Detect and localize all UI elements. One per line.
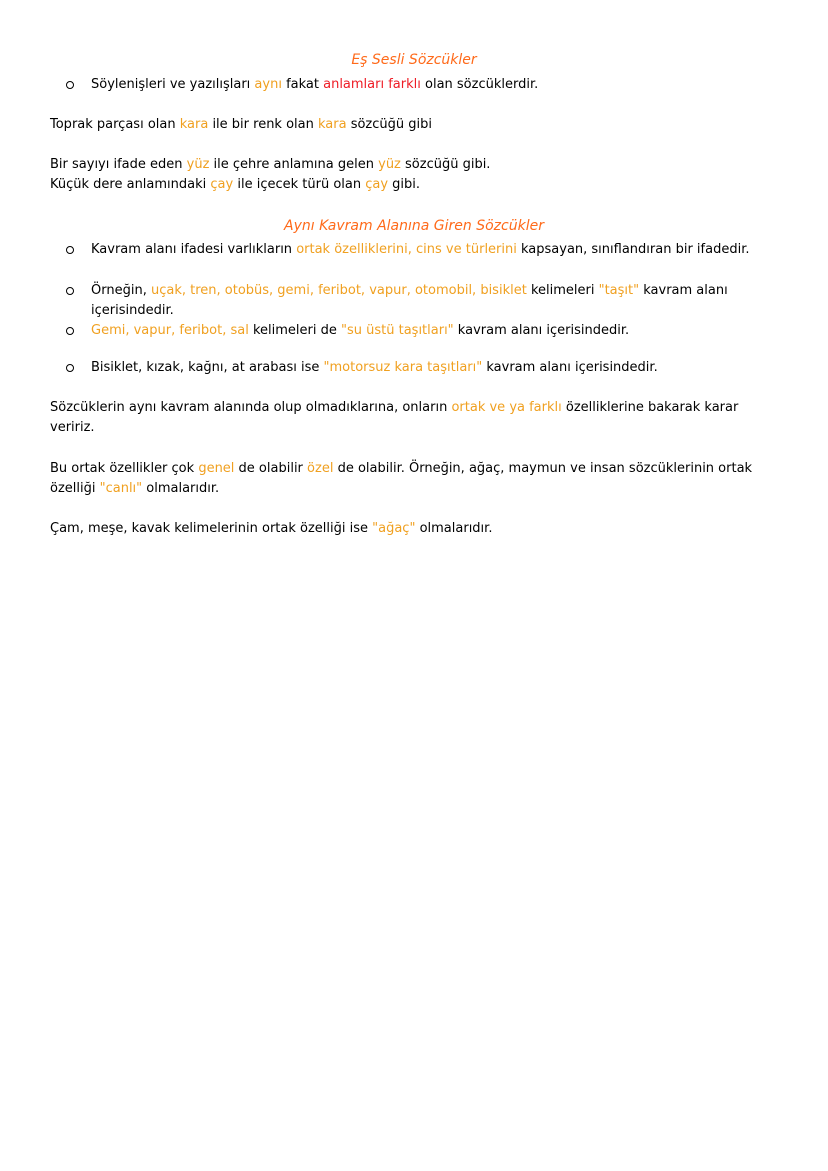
text-segment: ile içecek türü olan [233, 177, 366, 192]
text-segment: "motorsuz kara taşıtları" [323, 360, 483, 375]
text-segment: yüz [186, 157, 210, 172]
concept-field-decision [50, 398, 780, 438]
homonym-definition [91, 75, 771, 95]
text-segment: Çam, meşe, kavak kelimelerinin ortak özelliği ise [50, 521, 373, 536]
text-segment: çay [210, 177, 234, 192]
example-kara [50, 115, 780, 135]
text-segment: olmalarıdır. [142, 481, 220, 496]
text-segment: kara [318, 117, 347, 132]
text-segment: kavram alanı içerisindedir. [91, 283, 732, 318]
text-segment: Kavram alanı ifadesi varlıkların [91, 242, 297, 257]
text-segment: de olabilir [234, 461, 308, 476]
section-title-homonyms: Eş Sesli Sözcükler [351, 52, 477, 68]
general-specific-traits [50, 459, 780, 499]
text-segment: Bu ortak özellikler çok [50, 461, 199, 476]
text-segment: kelimeleri de [248, 323, 341, 338]
bullet-marker [66, 327, 74, 335]
text-segment: de olabilir. Örneğin, ağaç, maymun ve insan sözcüklerinin ortak özelliği [50, 461, 757, 496]
text-segment: çay [365, 177, 389, 192]
example-cay [50, 175, 780, 195]
example-vehicles [91, 281, 771, 321]
text-segment: Sözcüklerin aynı kavram alanında olup olmadıklarına, onların [50, 400, 452, 415]
text-segment: genel [198, 461, 235, 476]
text-segment: özel [307, 461, 334, 476]
text-segment: anlamları farklı [323, 77, 421, 92]
text-segment: kelimeleri [526, 283, 599, 298]
section-title-concept-field: Aynı Kavram Alanına Giren Sözcükler [284, 218, 544, 234]
tree-example [50, 519, 780, 539]
text-segment: Toprak parçası olan [50, 117, 180, 132]
example-yuz [50, 155, 780, 175]
text-segment: ortak özelliklerini, cins ve türlerini [296, 242, 517, 257]
text-segment: "ağaç" [372, 521, 416, 536]
text-segment: kara [179, 117, 209, 132]
text-segment: gibi. [388, 177, 421, 192]
bullet-marker [66, 287, 74, 295]
text-segment: Küçük dere anlamındaki [50, 177, 211, 192]
text-segment: kavram alanı içerisindedir. [453, 323, 630, 338]
bullet-marker [66, 364, 74, 372]
text-segment: uçak, tren, otobüs, gemi, feribot, vapur, otomobil, bisiklet [150, 283, 527, 298]
text-segment: Örneğin, [91, 283, 151, 298]
text-segment: kavram alanı içerisindedir. [482, 360, 658, 375]
text-segment: olan sözcüklerdir. [420, 77, 539, 92]
text-segment: ortak ve ya farklı [451, 400, 562, 415]
text-segment: fakat [281, 77, 324, 92]
example-non-motor-vehicles [91, 358, 771, 378]
text-segment: sözcüğü gibi [346, 117, 432, 132]
concept-field-definition [91, 240, 771, 260]
text-segment: sözcüğü gibi. [400, 157, 491, 172]
text-segment: ile bir renk olan [208, 117, 318, 132]
text-segment: "canlı" [99, 481, 143, 496]
text-segment: Bir sayıyı ifade eden [50, 157, 187, 172]
text-segment: Bisiklet, kızak, kağnı, at arabası ise [91, 360, 324, 375]
example-water-vehicles [91, 321, 771, 341]
text-segment: "taşıt" [598, 283, 640, 298]
text-segment: özelliklerine bakarak karar veririz. [50, 400, 743, 435]
bullet-marker [66, 246, 74, 254]
text-segment: kapsayan, sınıflandıran bir ifadedir. [516, 242, 750, 257]
text-segment: aynı [254, 77, 282, 92]
text-segment: ile çehre anlamına gelen [209, 157, 379, 172]
text-segment: Söylenişleri ve yazılışları [91, 77, 255, 92]
bullet-marker [66, 81, 74, 89]
text-segment: "su üstü taşıtları" [341, 323, 454, 338]
text-segment: Gemi, vapur, feribot, sal [91, 323, 249, 338]
text-segment: yüz [378, 157, 401, 172]
text-segment: olmalarıdır. [415, 521, 493, 536]
